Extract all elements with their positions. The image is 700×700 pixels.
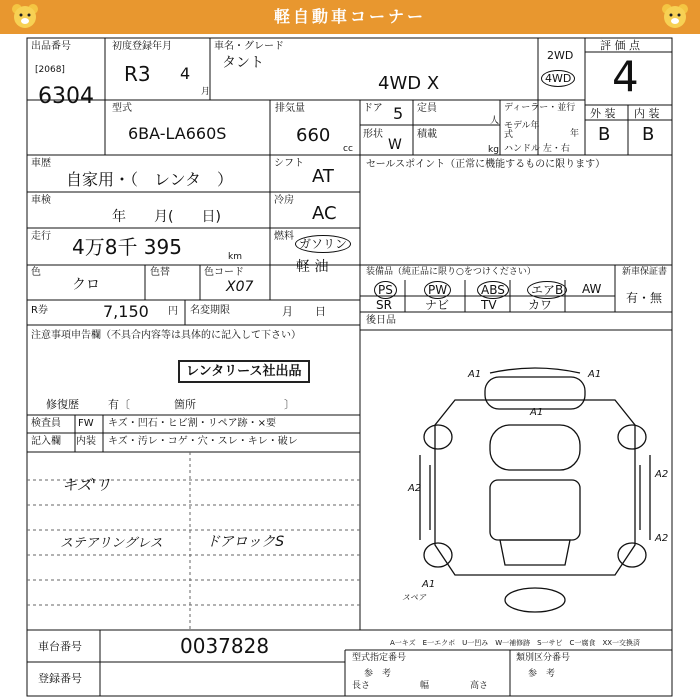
equipment-label: 装備品（純正品に限り○をつけください） [366,267,536,277]
ext-value: B [598,124,611,145]
load-unit: kg [488,145,499,155]
new-warranty-label: 新車保証書 [622,267,668,277]
displacement-value: 660 [296,125,331,146]
ext-label: 外 装 [590,107,616,120]
doors-value: 5 [393,104,404,123]
equip-tv: TV [481,298,497,312]
capacity-unit: 人 [490,116,500,126]
name-change-value: 月 日 [282,305,326,318]
shift-value: AT [312,166,334,187]
inspector-label-2: 記入欄 [31,436,61,447]
mark-a1-bottom: A1 [422,579,436,590]
inspection-label: 車検 [31,195,51,206]
fuel-gasoline: ガソリン [295,235,351,253]
equip-aw: AW [582,282,602,296]
damage-legend: A一キズ E一エクボ U一凹み W一補修跡 S一サビ C一腐食 XX一交換済 [390,639,641,647]
mileage-unit: km [228,252,242,262]
int-value: B [642,124,655,145]
ref-label-2: 参 考 [528,669,556,679]
inspector-row1: キズ・凹石・ヒビ割・リペア跡・×要 [108,418,276,429]
vin-label: 車台番号 [38,640,82,653]
equip-ps: PS [374,281,397,299]
dim-length: 長さ [352,681,371,691]
equip-leather: カワ [528,298,553,312]
model-year-label: モデル年式 [504,121,540,140]
shift-label: シフト [274,158,304,169]
load-label: 積載 [417,129,437,140]
lot-number: 6304 [38,84,94,109]
fuel-label: 燃料 [274,231,294,242]
history-label: 車歴 [31,158,51,169]
mark-a2-left: A2 [408,483,422,494]
capacity-label: 定員 [417,103,437,114]
handwritten-note-2: ステアリングレス [60,536,163,551]
int-label: 内 装 [634,107,660,120]
car-grade: 4WD X [378,73,440,94]
color-change-label: 色替 [150,267,170,278]
color-value: クロ [72,277,100,293]
shape-label: 形状 [363,129,383,140]
rental-stamp: レンタリース社出品 [178,360,310,383]
model-value: 6BA-LA660S [128,124,227,143]
inspector-row2-tag: 内装 [76,436,96,447]
recycle-unit: 円 [168,306,178,317]
shape-value: W [388,137,402,153]
mark-a1-mid: A1 [530,407,544,418]
dim-height: 高さ [470,681,489,691]
drive-label: 2WD [547,49,574,62]
recycle-label: R券 [31,305,48,316]
ref-label-1: 参 考 [364,669,392,679]
rear-seat-label: 後日品 [366,315,396,326]
car-damage-diagram [400,355,670,625]
handle-label: ハンドル 左・右 [504,144,570,154]
car-name: タント [222,55,264,71]
vin-value: 0037828 [180,634,270,658]
history-value: 自家用・（ レンタ ） [66,170,233,189]
first-reg-unit: 月 [201,87,211,97]
equip-airbag: エアB [527,281,567,299]
inspection-value: 年 月( 日) [112,209,221,225]
spare-label: スペア [402,593,426,602]
handwritten-note-3: ドアロックS [206,534,285,550]
repair-label: 修復歴 [46,398,79,411]
displacement-unit: cc [343,144,353,154]
score-label: 評 価 点 [600,39,640,52]
drive-circled: 4WD [541,70,575,87]
inspector-row2: キズ・汚レ・コゲ・穴・スレ・キレ・破レ [108,436,298,447]
year-unit: 年 [570,129,580,139]
mark-a2-right-low: A2 [655,533,669,544]
equip-sr: SR [376,298,392,312]
equip-abs: ABS [477,281,509,299]
color-label: 色 [31,267,41,278]
inspector-row1-tag: FW [78,418,94,429]
car-label: 車名・グレード [214,41,284,52]
doors-label: ドア [363,103,383,114]
header-title: 軽自動車コーナー [273,7,426,26]
repair-value: 有〔 箇所 〕 [108,398,295,411]
class-label: 類別区分番号 [516,653,571,663]
first-reg-era: R3 [124,62,151,86]
ac-value: AC [312,203,337,224]
score-value: 4 [612,52,639,101]
lot-label: 出品番号 [31,41,71,52]
displacement-label: 排気量 [275,103,305,114]
notes-label: 注意事項申告欄（不具合内容等は具体的に記入して下さい） [31,330,301,341]
mark-a1-top-right: A1 [588,369,602,380]
mileage-label: 走行 [31,231,51,242]
dim-width: 幅 [420,681,430,691]
handwritten-note-1: キズ'リ [62,476,111,494]
sales-label: セールスポイント（正常に機能するものに限ります） [366,159,606,170]
mark-a1-top-left: A1 [468,369,482,380]
equip-navi: ナビ [425,298,450,312]
equip-pw: PW [424,281,451,299]
mark-a2-right: A2 [655,469,669,480]
mileage-value: 4万8千 395 [72,235,182,259]
first-reg-label: 初度登録年月 [112,41,172,52]
recycle-value: 7,150 [103,302,149,321]
fuel-light-oil: 軽 油 [296,259,329,275]
name-change-label: 名変期限 [190,305,230,316]
color-code: X07 [226,279,254,295]
registration-label: 登録番号 [38,672,82,685]
model-label: 型式 [112,103,132,114]
new-warranty-value: 有・無 [626,291,663,305]
lot-sub: [2068] [35,65,65,75]
color-code-label: 色コード [204,267,244,278]
first-reg-month: 4 [180,64,191,83]
dealer-label: ディーラー・並行 [504,103,576,113]
inspector-label-1: 検査員 [31,418,61,429]
type-spec-label: 型式指定番号 [352,653,407,663]
ac-label: 冷房 [274,195,294,206]
